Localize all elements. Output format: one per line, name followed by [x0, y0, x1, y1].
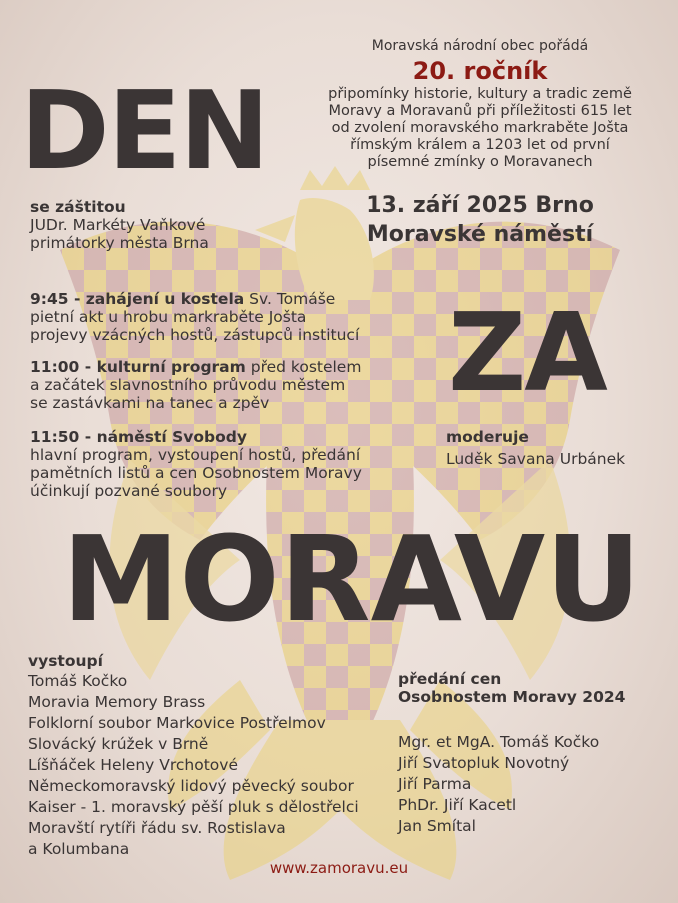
event-description: připomínky historie, kultury a tradic země Moravy a Moravanů při příležitosti 615 let od zvolení moravského markraběte Jošta římským králem a 1203 let od první písemné zmínky o Moravanech [328, 86, 632, 170]
program-item-3: 11:50 - náměstí Svobody hlavní program, vystoupení hostů, předání pamětních listů a cen Osobnostem Moravy účinkují pozvané soubory [30, 428, 362, 500]
performers-heading: vystoupí [28, 652, 103, 670]
list-item: Jiří Parma [398, 775, 472, 793]
edition-title: 20. ročník [412, 57, 548, 85]
event-date-place: 13. září 2025 Brno [366, 193, 594, 218]
list-item: Mgr. et MgA. Tomáš Kočko [398, 733, 600, 751]
performers-block [28, 652, 359, 860]
moderator-name: Luděk Savana Urbánek [446, 450, 626, 468]
event-square: Moravské náměstí [366, 222, 594, 247]
moderator-block [446, 428, 625, 468]
list-item: PhDr. Jiří Kacetl [398, 796, 517, 814]
patronage-heading: se záštitou [30, 198, 126, 216]
title-moravu: MORAVU [62, 510, 642, 648]
title-den: DEN [20, 69, 268, 194]
performers-list [28, 671, 359, 860]
list-item: Tomáš Kočko [28, 672, 128, 690]
list-item: Jiří Svatopluk Novotný [398, 754, 570, 772]
awards-heading: předání cen [398, 670, 502, 688]
list-item: Líšňáček Heleny Vrchotové [28, 756, 238, 774]
awards-list [398, 732, 625, 837]
program-item-1: 9:45 - zahájení u kostela Sv. Tomáše pietní akt u hrobu markraběte Jošta projevy vzácných hostů, zástupců institucí [30, 290, 360, 344]
awards-subheading: Osobnostem Moravy 2024 [398, 688, 626, 706]
list-item: Jan Smítal [398, 817, 476, 835]
moderator-heading: moderuje [446, 428, 529, 446]
list-item: Kaiser - 1. moravský pěší pluk s dělostřelci [28, 798, 359, 816]
list-item: a Kolumbana [28, 840, 130, 858]
list-item: Slovácký krúžek v Brně [28, 735, 209, 753]
awards-block [398, 670, 625, 837]
list-item: Folklorní soubor Markovice Postřelmov [28, 714, 326, 732]
list-item: Moravští rytíři řádu sv. Rostislava [28, 819, 286, 837]
website-link[interactable]: www.zamoravu.eu [269, 859, 409, 877]
title-za: ZA [448, 291, 606, 416]
patronage-block: se záštitou JUDr. Markéty Vaňkové primátorky města Brna [30, 198, 209, 252]
list-item: Německomoravský lidový pěvecký soubor [28, 777, 354, 795]
program-item-2: 11:00 - kulturní program před kostelem a začátek slavnostního průvodu městem se zastávkami na tanec a zpěv [30, 358, 362, 412]
list-item: Moravia Memory Brass [28, 693, 206, 711]
organizer-text: Moravská národní obec pořádá [371, 38, 589, 54]
